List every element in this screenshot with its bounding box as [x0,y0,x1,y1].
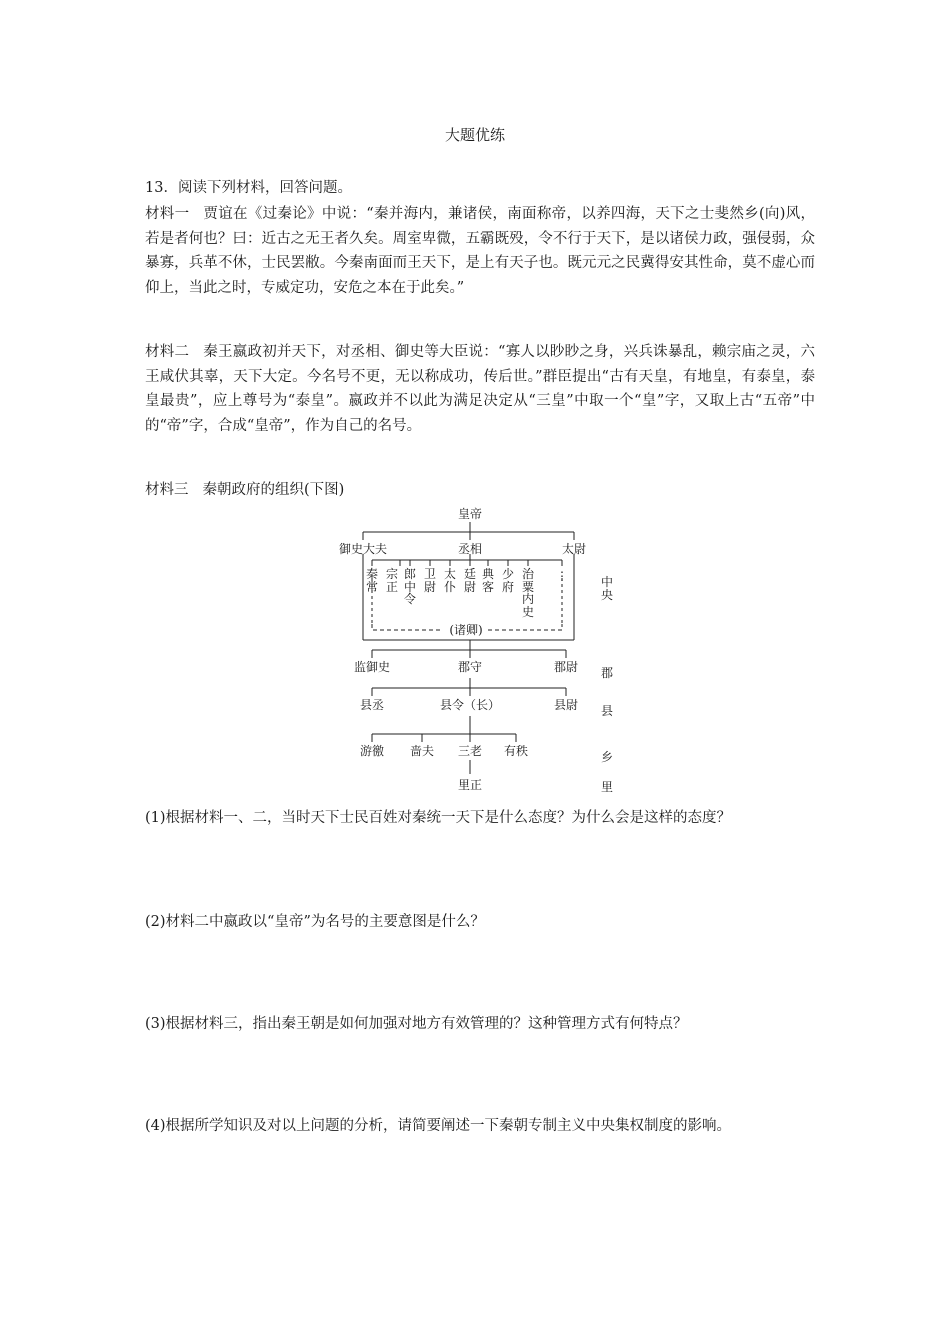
node-minister: 少府 [501,567,514,594]
level-label-commandery: 郡 [600,666,614,680]
level-label-central: 中央 [600,575,613,602]
sub-question-2: (2)材料二中嬴政以“皇帝”为名号的主要意图是什么？ [145,914,485,930]
material-label: 材料二 [145,344,190,360]
node-youzhi: 有秩 [503,744,529,758]
node-minister: 廷尉 [463,567,476,594]
material-text: 贾谊在《过秦论》中说：“秦并海内，兼诸侯，南面称帝，以养四海，天下之士斐然乡(向)风，若是者何也？曰：近古之无王者久矣。周室卑微，五霸既殁，令不行于天下，是以诸侯力政，强侵弱，众暴寡，兵革不休，士民罢敝。今秦南面而王天下，是上有天子也。既元元之民冀得安其性命，莫不虚心而仰上，当此之时，专威定功，安危之本在于此矣。” [145,206,815,296]
node-chancellor: 丞相 [457,542,483,556]
material-label: 材料一 [145,206,190,222]
sub-question-1: (1)根据材料一、二，当时天下士民百姓对秦统一天下是什么态度？为什么会是这样的态度？ [145,810,732,826]
node-minister: 秦常 [365,567,378,594]
level-label-township: 乡 [600,750,614,764]
material-one [145,202,815,300]
sub-question-4: (4)根据所学知识及对以上问题的分析，请简要阐述一下秦朝专制主义中央集权制度的影响。 [145,1118,732,1134]
level-label-village: 里 [600,780,614,794]
qin-government-org-chart [330,502,650,802]
node-minister: 治粟内史 [521,567,534,619]
node-yushidafu: 御史大夫 [338,542,388,556]
node-junshou: 郡守 [457,660,483,674]
material-text: 秦王嬴政初并天下，对丞相、御史等大臣说：“寡人以眇眇之身，兴兵诛暴乱，赖宗庙之灵，六王咸伏其辜，天下大定。今名号不更，无以称成功，传后世。”群臣提出“古有天皇，有地皇，有泰皇，泰皇最贵”，应上尊号为“泰皇”。嬴政并不以此为满足决定从“三皇”中取一个“皇”字，又取上古“五帝”中的“帝”字，合成“皇帝”，作为自己的名号。 [145,344,816,434]
node-sanlao: 三老 [457,744,483,758]
node-minister: 典客 [481,567,494,594]
node-emperor: 皇帝 [457,507,483,521]
node-junwei: 郡尉 [553,660,579,674]
question-heading: 13．阅读下列材料，回答问题。 [145,180,352,196]
node-minister: 宗正 [385,567,398,594]
node-sefu: 啬夫 [409,744,435,758]
node-xianwei: 县尉 [553,698,579,712]
node-minister: 卫尉 [423,567,436,594]
node-minister-ellipsis: ⋮ [556,569,568,583]
node-xianling: 县令（长） [439,698,501,712]
node-minister: 郎中令 [403,567,416,606]
node-lizheng: 里正 [457,778,483,792]
node-taiwei: 太尉 [561,542,587,556]
node-youjiao: 游徼 [359,744,385,758]
sub-question-3: (3)根据材料三，指出秦王朝是如何加强对地方有效管理的？这种管理方式有何特点？ [145,1016,688,1032]
ministers-label: (诸卿) [449,623,483,637]
material-text: 秦朝政府的组织(下图) [202,482,345,498]
level-label-county: 县 [600,704,614,718]
material-label: 材料三 [145,482,189,498]
material-three [145,478,815,503]
material-two [145,340,815,438]
node-minister: 太仆 [443,567,456,594]
page-title: 大题优练 [444,126,505,144]
node-jianyushi: 监御史 [353,660,391,674]
node-xiancheng: 县丞 [359,698,385,712]
